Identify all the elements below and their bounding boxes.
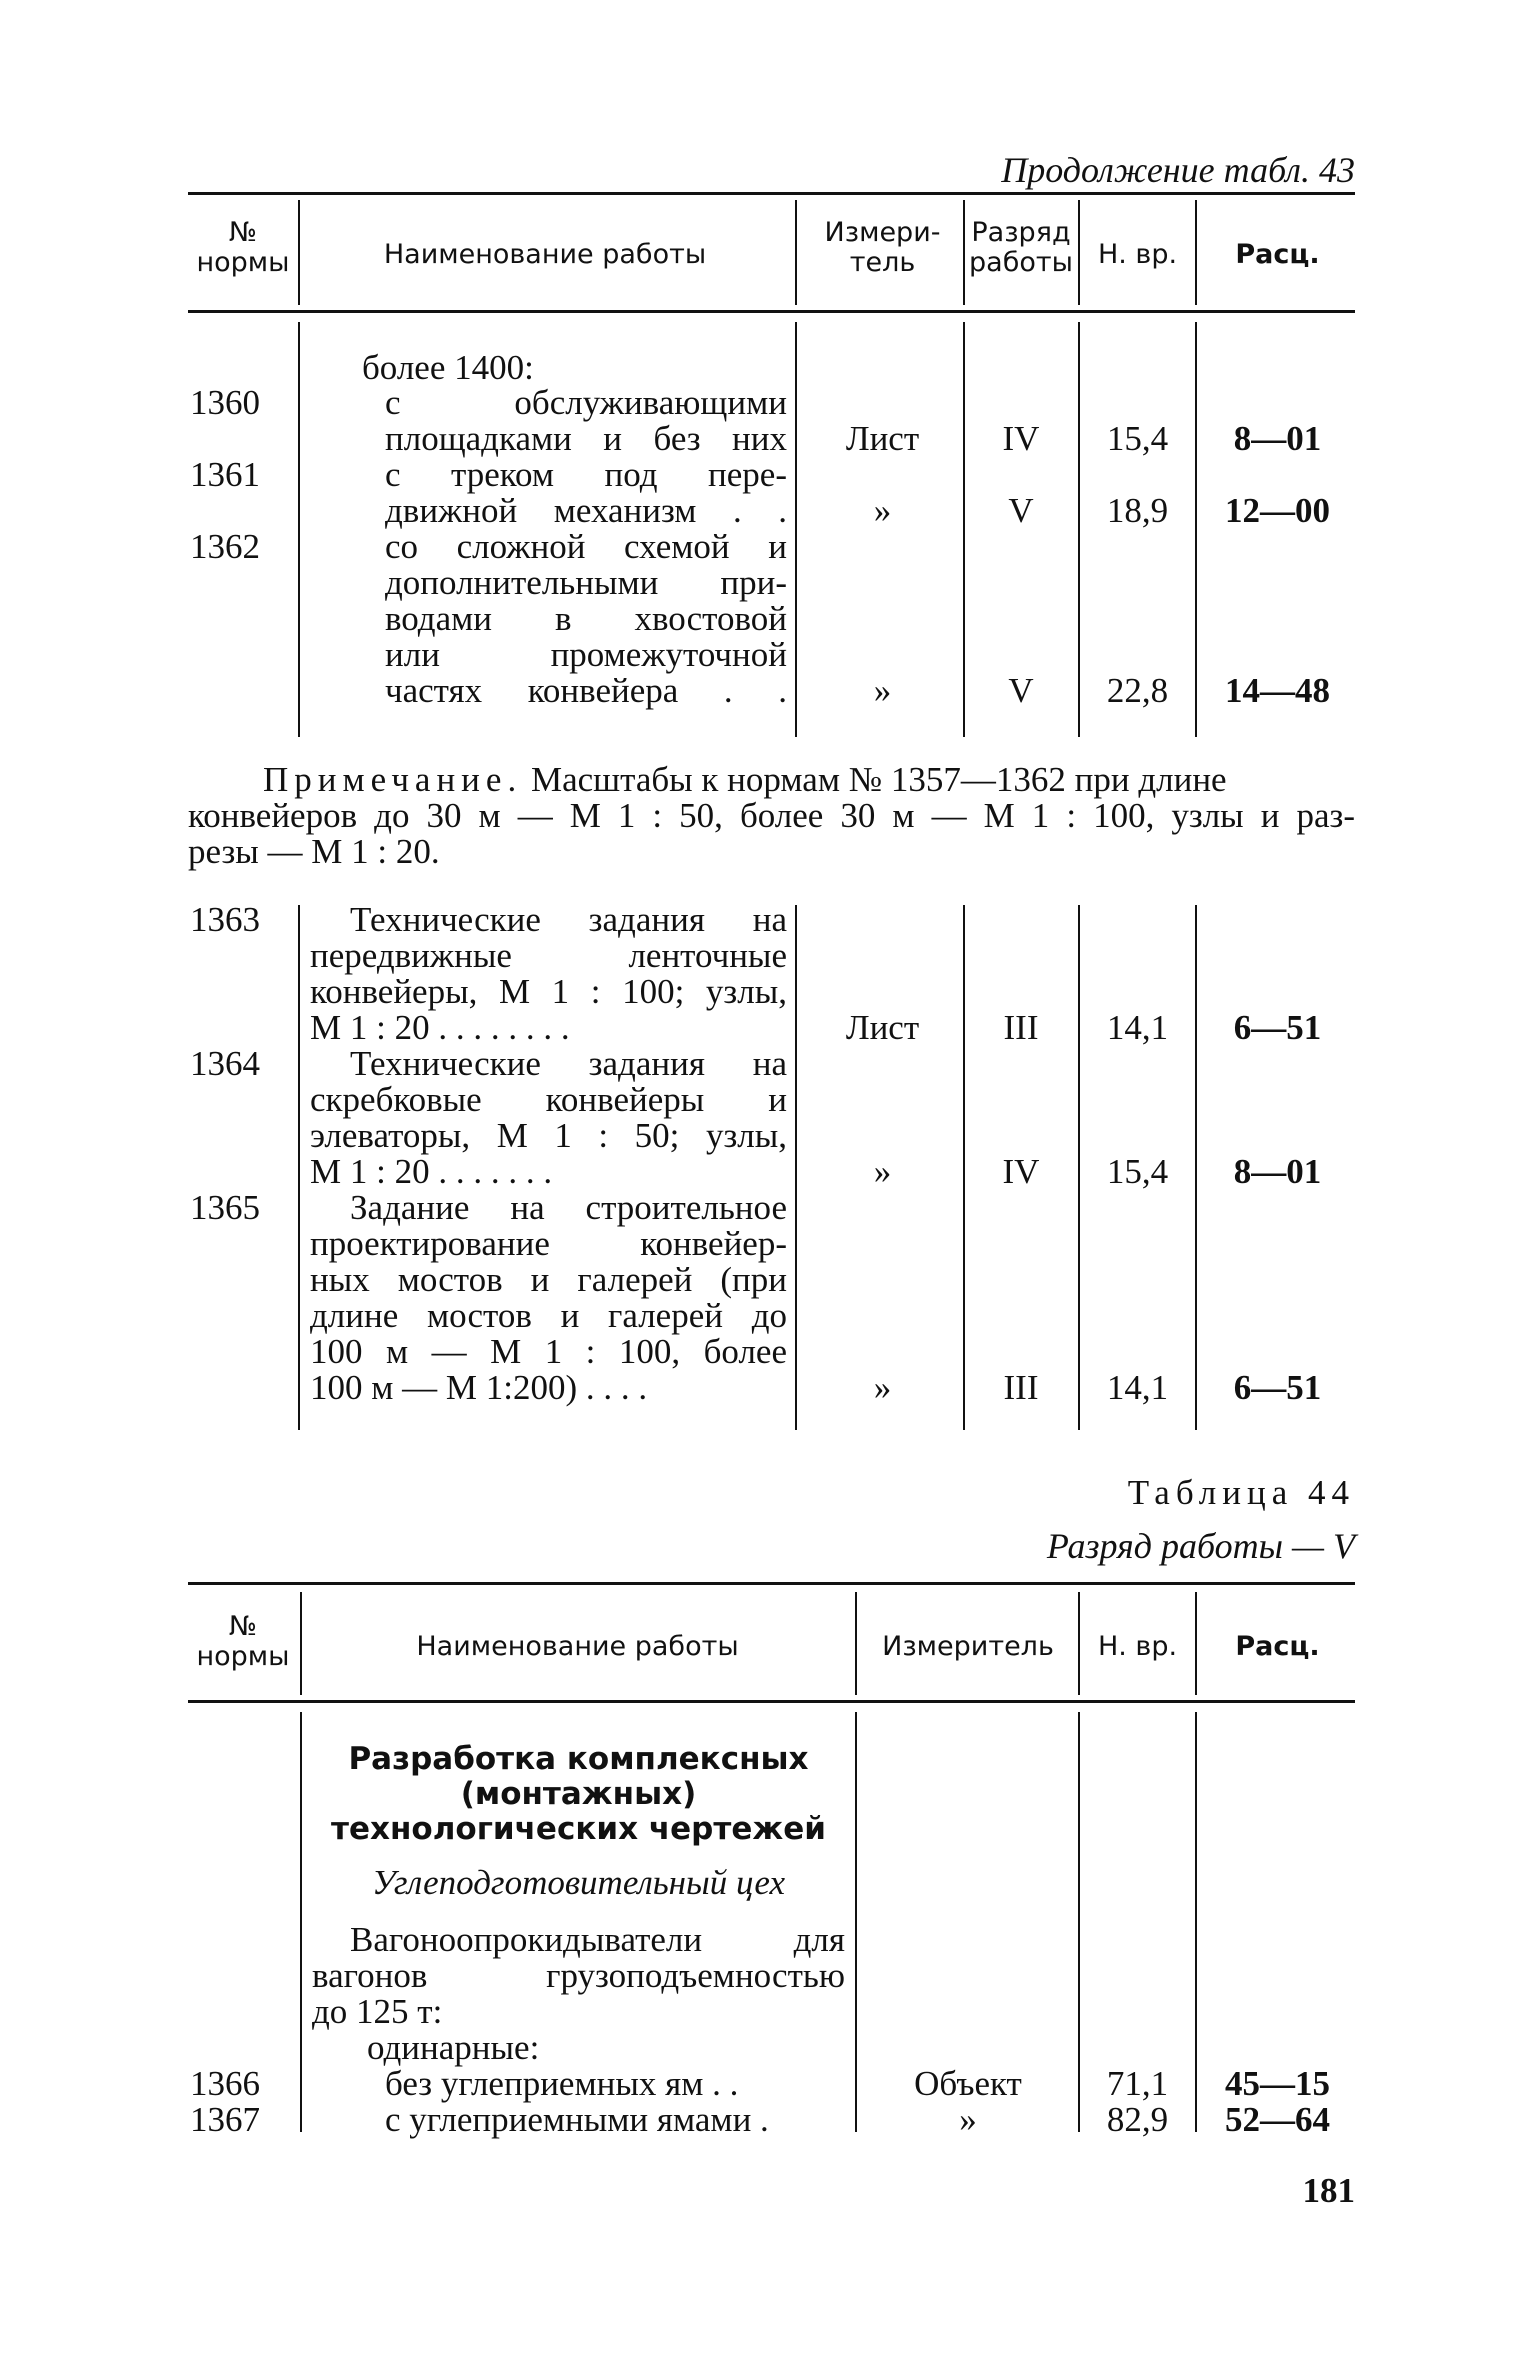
work-name-1365: Задание на строительное	[350, 1188, 787, 1227]
rate-1364: 8—01	[1233, 1152, 1322, 1191]
work-name-1363: Технические задания на	[350, 900, 787, 939]
measure-1362: »	[873, 671, 892, 710]
grade-1364: IV	[1002, 1152, 1040, 1191]
table44-header-rate: Расц.	[1235, 1631, 1320, 1662]
table43-note-line: конвейеров до 30 м — М 1 : 50, более 30 м — М 1 : 100, узлы и раз-	[188, 796, 1355, 835]
table44-header-rule	[188, 1700, 1355, 1703]
table44-header-name: Наименование работы	[416, 1631, 739, 1662]
table43-header-grade: Разряд работы	[969, 217, 1073, 278]
work-name-1365: 100 м — М 1:200) . . . .	[310, 1368, 648, 1407]
table44-intro: Вагоноопрокидыватели для	[350, 1920, 845, 1959]
table44-caption: Таблица 44	[1127, 1473, 1355, 1512]
work-name-1360: с обслуживающими	[385, 383, 787, 422]
norm-number-1361: 1361	[190, 455, 260, 494]
table43-header-rate: Расц.	[1235, 239, 1320, 270]
norm-number-1366: 1366	[190, 2064, 260, 2103]
grade-1360: IV	[1002, 419, 1040, 458]
table44-column-divider	[1195, 1712, 1197, 2132]
table43-header-divider	[298, 200, 300, 305]
work-name-1364: элеваторы, М 1 : 50; узлы,	[310, 1116, 787, 1155]
measure-1367: »	[959, 2100, 977, 2139]
work-name-1363: конвейеры, М 1 : 100; узлы,	[310, 972, 787, 1011]
table43-header-no: № нормы	[196, 217, 290, 278]
table43-column-divider	[298, 905, 300, 1430]
table43-column-divider	[1195, 322, 1197, 737]
note-text: Масштабы к нормам № 1357—1362 при длине	[530, 760, 1227, 799]
table44-header-divider	[300, 1592, 302, 1695]
hours-1361: 18,9	[1106, 491, 1169, 530]
measure-1366: Объект	[914, 2064, 1022, 2103]
work-name-1364: М 1 : 20 . . . . . . .	[310, 1152, 553, 1191]
table44-subsection: Углеподготовительный цех	[372, 1863, 785, 1902]
table43-header-hours: Н. вр.	[1097, 239, 1178, 270]
table44-subtitle: Разряд работы — V	[1046, 1526, 1355, 1566]
work-name-1363: передвижные ленточные	[310, 936, 787, 975]
table43-header-divider	[1078, 200, 1080, 305]
work-name-1365: ных мостов и галерей (при	[310, 1260, 787, 1299]
work-name-1365: 100 м — М 1 : 100, более	[310, 1332, 787, 1371]
work-name-1365: длине мостов и галерей до	[310, 1296, 787, 1335]
note-label: Примечание.	[263, 760, 523, 799]
work-name-1361: движной механизм . .	[385, 491, 787, 530]
table43-column-divider	[1195, 905, 1197, 1430]
table43-header-measure: Измери- тель	[824, 217, 941, 278]
work-name-1360: площадками и без них	[385, 419, 787, 458]
norm-number-1365: 1365	[190, 1188, 260, 1227]
table44-header-hours: Н. вр.	[1097, 1631, 1178, 1662]
table44-section-title: (монтажных)	[460, 1776, 697, 1812]
hours-1365: 14,1	[1106, 1368, 1169, 1407]
rate-1363: 6—51	[1233, 1008, 1322, 1047]
table44-section-title: Разработка комплексных	[348, 1741, 809, 1777]
table44-top-rule	[188, 1582, 1355, 1585]
hours-1362: 22,8	[1106, 671, 1169, 710]
rate-1360: 8—01	[1233, 419, 1322, 458]
table43-header-divider	[963, 200, 965, 305]
work-name-1362: частях конвейера . .	[385, 671, 787, 710]
work-name-1362: со сложной схемой и	[385, 527, 787, 566]
table44-intro: вагонов грузоподъемностью	[312, 1956, 845, 1995]
work-name-1362: или промежуточной	[385, 635, 787, 674]
measure-1361: »	[873, 491, 892, 530]
work-name-1362: дополнительными при-	[385, 563, 787, 602]
table43-header-name: Наименование работы	[383, 239, 707, 270]
measure-1365: »	[873, 1368, 892, 1407]
table44-sub-label: одинарные:	[367, 2028, 540, 2067]
grade-1362: V	[1008, 671, 1034, 710]
work-name-1363: М 1 : 20 . . . . . . . .	[310, 1008, 570, 1047]
table44-header-no: № нормы	[196, 1611, 290, 1672]
table43-header-divider	[1195, 200, 1197, 305]
page-number: 181	[1302, 2171, 1355, 2210]
table43-header-divider	[795, 200, 797, 305]
hours-1366: 71,1	[1106, 2064, 1169, 2103]
norm-number-1367: 1367	[190, 2100, 260, 2139]
norm-number-1362: 1362	[190, 527, 260, 566]
work-name-1367: с углеприемными ямами .	[385, 2100, 769, 2139]
table43-note	[188, 762, 1355, 798]
grade-1363: III	[1003, 1008, 1039, 1047]
table43-top-rule	[188, 192, 1355, 195]
norm-number-1363: 1363	[190, 900, 260, 939]
rate-1361: 12—00	[1225, 491, 1330, 530]
table43-continuation-caption: Продолжение табл. 43	[1001, 150, 1355, 190]
work-name-1361: с треком под пере-	[385, 455, 787, 494]
work-name-1362: водами в хвостовой	[385, 599, 787, 638]
work-name-1364: скребковые конвейеры и	[310, 1080, 787, 1119]
work-name-1365: проектирование конвейер-	[310, 1224, 787, 1263]
rate-1365: 6—51	[1233, 1368, 1322, 1407]
grade-1365: III	[1003, 1368, 1039, 1407]
work-name-1366: без углеприемных ям . .	[385, 2064, 739, 2103]
measure-1364: »	[873, 1152, 892, 1191]
table43-group-label: более 1400:	[362, 348, 534, 387]
norm-number-1364: 1364	[190, 1044, 260, 1083]
hours-1364: 15,4	[1106, 1152, 1169, 1191]
table44-intro: до 125 т:	[312, 1992, 443, 2031]
table43-note-line: резы — М 1 : 20.	[188, 832, 440, 871]
measure-1360: Лист	[845, 419, 920, 458]
table44-header-divider	[1078, 1592, 1080, 1695]
table43-column-divider	[795, 322, 797, 737]
norm-number-1360: 1360	[190, 383, 260, 422]
measure-1363: Лист	[845, 1008, 920, 1047]
hours-1360: 15,4	[1106, 419, 1169, 458]
table44-header-divider	[1195, 1592, 1197, 1695]
table43-column-divider	[795, 905, 797, 1430]
hours-1363: 14,1	[1106, 1008, 1169, 1047]
work-name-1364: Технические задания на	[350, 1044, 787, 1083]
rate-1362: 14—48	[1225, 671, 1330, 710]
rate-1367: 52—64	[1225, 2100, 1330, 2139]
rate-1366: 45—15	[1225, 2064, 1330, 2103]
grade-1361: V	[1008, 491, 1034, 530]
table44-section-title: технологических чертежей	[331, 1811, 826, 1847]
table44-column-divider	[855, 1712, 857, 2132]
table43-header-rule	[188, 310, 1355, 313]
hours-1367: 82,9	[1106, 2100, 1169, 2139]
table43-column-divider	[298, 322, 300, 737]
table44-header-measure: Измеритель	[882, 1631, 1054, 1662]
table44-header-divider	[855, 1592, 857, 1695]
